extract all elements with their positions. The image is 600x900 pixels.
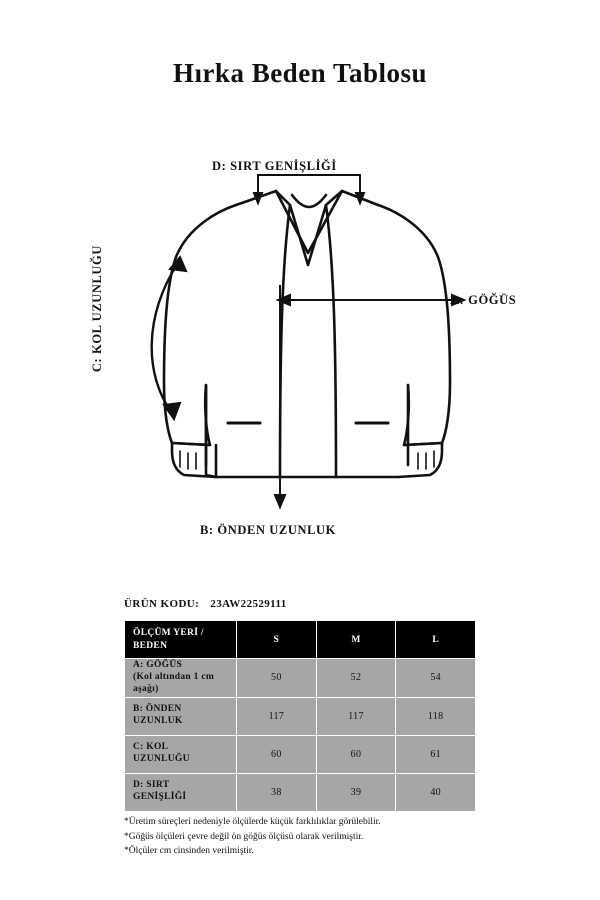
row-measure-sleeve-length xyxy=(125,735,237,773)
page-title: Hırka Beden Tablosu xyxy=(172,58,428,88)
row-measure-front-length xyxy=(125,697,237,735)
table-row xyxy=(125,773,476,811)
table-row xyxy=(125,697,476,735)
cell-sleeve-length-s: 60 xyxy=(237,735,317,773)
label-front-length: B: ÖNDEN UZUNLUK xyxy=(200,523,336,537)
cell-chest-m: 52 xyxy=(316,659,396,698)
cardigan-illustration xyxy=(60,145,540,565)
row-measure-chest xyxy=(125,659,237,698)
row-measure-front-length-l1: B: ÖNDEN xyxy=(133,704,182,715)
row-measure-chest-l3: aşağı) xyxy=(133,683,159,694)
table-row xyxy=(125,735,476,773)
note-1: *Üretim süreçleri nedeniyle ölçülerde küçük farklılıklar görülebilir. xyxy=(124,817,381,827)
product-code xyxy=(124,598,287,610)
label-sleeve-length-wrap xyxy=(90,245,110,415)
note-2: *Göğüs ölçüleri çevre değil ön göğüs ölçüsü olarak verilmiştir. xyxy=(124,831,364,842)
cell-chest-l: 54 xyxy=(396,659,476,698)
table-header-s: S xyxy=(237,621,317,659)
cell-sleeve-length-m: 60 xyxy=(316,735,396,773)
table-header-m: M xyxy=(316,621,396,659)
cell-sleeve-length-l: 61 xyxy=(396,735,476,773)
cell-back-width-m: 39 xyxy=(316,773,396,811)
row-measure-chest-l2: (Kol altından 1 cm xyxy=(133,671,215,682)
cell-front-length-s: 117 xyxy=(237,697,317,735)
row-measure-chest-l1: A: GÖĞÜS xyxy=(133,660,183,670)
label-chest: A: GÖĞÜS xyxy=(450,293,517,307)
cell-back-width-l: 40 xyxy=(396,773,476,811)
table-row xyxy=(125,659,476,698)
notes xyxy=(124,815,524,859)
size-table xyxy=(124,620,476,812)
garment-diagram xyxy=(60,145,540,565)
note-3: *Ölçüler cm cinsinden verilmiştir. xyxy=(124,846,254,857)
label-back-width: D: SIRT GENİŞLİĞİ xyxy=(212,159,337,173)
row-measure-sleeve-length-l2: UZUNLUĞU xyxy=(133,754,190,765)
cell-back-width-s: 38 xyxy=(237,773,317,811)
product-code-value: 23AW22529111 xyxy=(210,598,287,610)
row-measure-back-width xyxy=(125,773,237,811)
row-measure-back-width-l1: D: SIRT xyxy=(133,780,170,791)
cell-front-length-m: 117 xyxy=(316,697,396,735)
table-header-l: L xyxy=(396,621,476,659)
row-measure-front-length-l2: UZUNLUK xyxy=(133,716,183,727)
cell-front-length-l: 118 xyxy=(396,697,476,735)
label-sleeve-length: C: KOL UZUNLUĞU xyxy=(90,245,104,373)
product-code-label: ÜRÜN KODU: xyxy=(124,598,200,610)
table-header-measure-line1: ÖLÇÜM YERİ / xyxy=(133,628,204,639)
table-header-measure-line2: BEDEN xyxy=(133,640,168,651)
table-header-measure xyxy=(125,621,237,659)
table-header-row xyxy=(125,621,476,659)
cell-chest-s: 50 xyxy=(237,659,317,698)
row-measure-sleeve-length-l1: C: KOL xyxy=(133,742,169,753)
row-measure-back-width-l2: GENİŞLİĞİ xyxy=(133,792,187,803)
